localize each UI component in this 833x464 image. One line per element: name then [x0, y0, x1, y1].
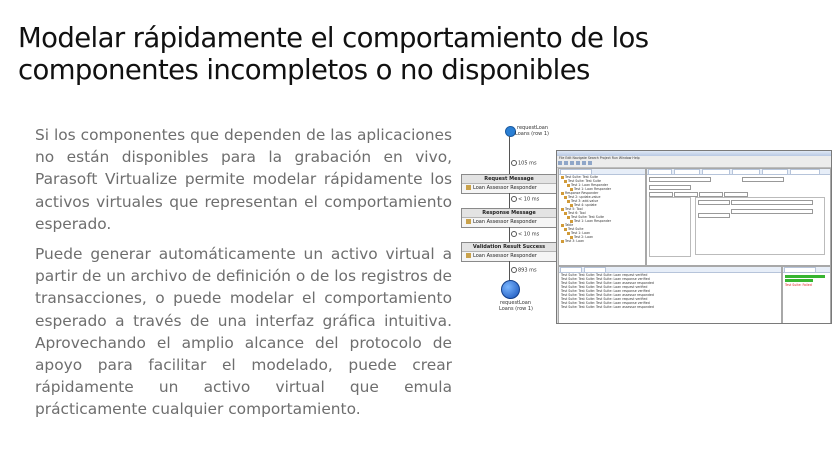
connector-line	[509, 193, 510, 209]
request-message-node[interactable]	[461, 174, 557, 194]
toolbar-icon	[582, 161, 586, 165]
log-line: Test Suite: Test Suite: Test Suite: Loan response verified	[561, 289, 650, 293]
tree-item[interactable]: Test Suite: Test Suite	[559, 175, 645, 179]
node-row-label: Loan Assessor Responder	[473, 185, 537, 191]
progress-bar	[785, 275, 825, 278]
clock-icon	[511, 267, 517, 273]
delay-label-1: 105 ms	[518, 160, 537, 167]
toolbar-icon	[576, 161, 580, 165]
editor-tab	[762, 169, 788, 175]
responder-editor	[646, 168, 831, 266]
tree-item[interactable]: Test 3: Loan	[559, 239, 645, 243]
editor-field[interactable]	[698, 200, 730, 205]
toolbar-icon	[570, 161, 574, 165]
response-message-node[interactable]	[461, 208, 557, 228]
delay-label-2: < 10 ms	[518, 196, 540, 203]
console-log-list	[559, 273, 781, 309]
connector-line	[509, 136, 510, 176]
responder-icon	[466, 219, 471, 224]
explorer-tree	[559, 175, 645, 243]
tree-item[interactable]: Table	[559, 223, 645, 227]
editor-tab	[674, 169, 700, 175]
tree-item[interactable]: Test 1: Loan Responder	[559, 187, 645, 191]
editor-field[interactable]	[698, 213, 730, 218]
tree-item[interactable]: Test 1: Loan Responder	[559, 183, 645, 187]
end-label-1: requestLoan	[500, 300, 531, 306]
failed-status: Test Suite: Failed	[785, 283, 812, 287]
log-line: Test Suite: Test Suite: Test Suite: Loan request verified	[561, 285, 648, 289]
slide-title	[18, 22, 818, 86]
node-header: Request Message	[462, 175, 556, 184]
tree-item[interactable]: Test 3: add-value	[559, 199, 645, 203]
delay-label-3: < 10 ms	[518, 231, 540, 238]
log-line: Test Suite: Test Suite: Test Suite: Loan assessor responded	[561, 281, 654, 285]
start-label-2: Loans (row 1)	[515, 131, 549, 137]
node-header: Response Message	[462, 209, 556, 218]
virtual-asset-flow-diagram	[461, 122, 557, 322]
tree-item[interactable]: Test 1: Loan Responder	[559, 219, 645, 223]
folder-icon	[561, 240, 564, 243]
tree-item[interactable]: Test 5: Tool	[559, 207, 645, 211]
node-header: Validation Result Success	[462, 243, 556, 252]
log-line: Test Suite: Test Suite: Test Suite: Loan response verified	[561, 301, 650, 305]
paragraph-1: Si los componentes que dependen de las aplicaciones no están disponibles para la grabación en vivo, Parasoft Virtualize permite modelar rápidamente los activos virtuales que representan el comportamiento esperado.	[35, 126, 452, 233]
test-results-pane	[782, 266, 831, 324]
tree-item[interactable]: Test 6: Tool	[559, 211, 645, 215]
test-case-explorer	[558, 168, 646, 266]
responder-icon	[466, 253, 471, 258]
editor-field[interactable]	[742, 177, 784, 182]
toolbar-icon	[564, 161, 568, 165]
clock-icon	[511, 231, 517, 237]
virtualize-ide-screenshot	[556, 150, 832, 324]
results-tab	[784, 267, 816, 273]
tree-item[interactable]: Test 2: Loan	[559, 235, 645, 239]
delay-label-4: 893 ms	[518, 267, 537, 274]
ide-toolbar	[557, 160, 831, 168]
tree-item[interactable]: Test 1: Loan	[559, 231, 645, 235]
tree-item[interactable]: Test Suite	[559, 227, 645, 231]
tree-item[interactable]: Response Responder	[559, 191, 645, 195]
node-row-label: Loan Assessor Responder	[473, 219, 537, 225]
slide-title-line-2: componentes incompletos o no disponibles	[18, 54, 590, 86]
node-row-label: Loan Assessor Responder	[473, 253, 537, 259]
ide-menubar: File Edit Navigate Search Project Run Window Help	[557, 156, 831, 160]
tree-item[interactable]: Test Suite: Test Suite	[559, 179, 645, 183]
connector-line	[509, 227, 510, 243]
start-label-1: requestLoan	[517, 125, 548, 131]
log-line: Test Suite: Test Suite: Test Suite: Loan request verified	[561, 297, 648, 301]
editor-field[interactable]	[649, 177, 711, 182]
editor-detail-box	[695, 197, 825, 255]
paragraph-2: Puede generar automáticamente un activo virtual a partir de un archivo de definición o de los registros de transacciones, o puede modelar el comportamiento esperado a través de una interfaz gráfica intuitiva. Aprovechando el amplio alcance del protocolo de apoyo para facilitar el modelado, puede crear rápidamente un activo virtual que emula prácticamente cualquier comportamiento.	[35, 245, 452, 419]
responder-icon	[466, 185, 471, 190]
log-line: Test Suite: Test Suite: Test Suite: Loan response verified	[561, 277, 650, 281]
tree-item[interactable]: Test 2: update-value	[559, 195, 645, 199]
log-line: Test Suite: Test Suite: Test Suite: Loan assessor responded	[561, 305, 654, 309]
tree-item[interactable]: Test Suite: Test Suite	[559, 215, 645, 219]
toolbar-icon	[588, 161, 592, 165]
console-log-pane	[558, 266, 782, 324]
clock-icon	[511, 196, 517, 202]
end-node-icon	[501, 280, 520, 299]
progress-bar	[785, 279, 813, 282]
slide-title-line-1: Modelar rápidamente el comportamiento de los	[18, 22, 649, 54]
slide-body	[35, 124, 452, 429]
connector-line	[509, 261, 510, 281]
validation-result-node[interactable]	[461, 242, 557, 262]
log-line: Test Suite: Test Suite: Test Suite: Loan assessor responded	[561, 293, 654, 297]
editor-tab	[648, 169, 672, 175]
editor-tab	[732, 169, 760, 175]
editor-tab	[702, 169, 730, 175]
log-line: Test Suite: Test Suite: Test Suite: Loan request verified	[561, 273, 648, 277]
editor-tab	[790, 169, 820, 175]
editor-tree-box	[649, 197, 691, 257]
editor-field[interactable]	[731, 200, 813, 205]
tree-item[interactable]: Test 4: update	[559, 203, 645, 207]
editor-field[interactable]	[649, 185, 691, 190]
end-label-2: Loans (row 1)	[499, 306, 533, 312]
toolbar-icon	[558, 161, 562, 165]
clock-icon	[511, 160, 517, 166]
editor-field[interactable]	[731, 209, 813, 214]
